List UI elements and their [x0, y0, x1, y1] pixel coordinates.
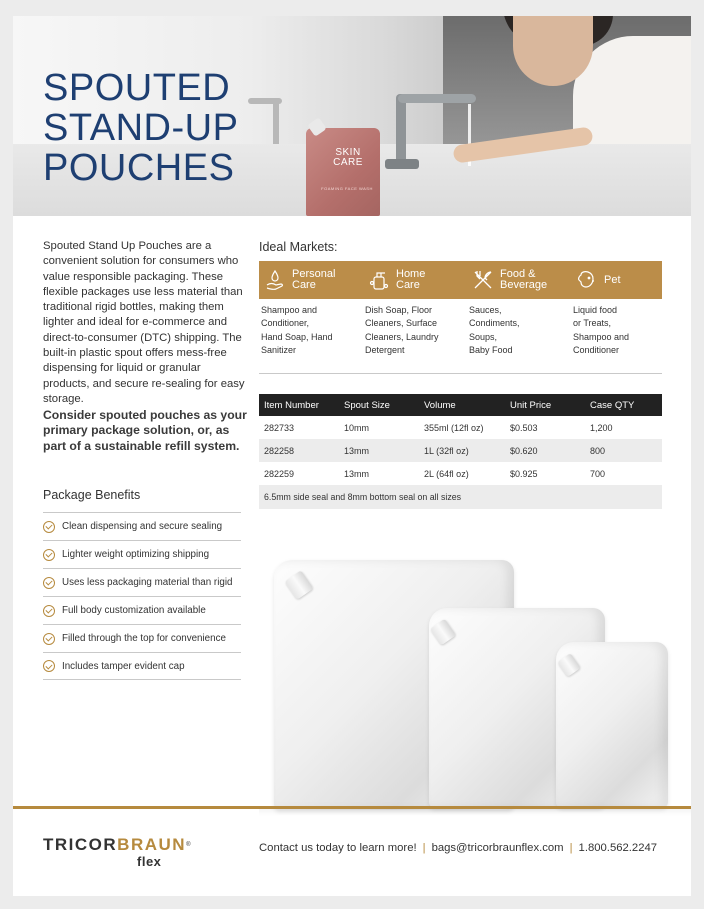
benefits-title: Package Benefits [43, 488, 141, 502]
benefit-item [43, 540, 241, 568]
market-desc-line: Detergent [365, 345, 405, 356]
market-desc-line: Soups, [469, 331, 498, 342]
product-pouches-image [259, 544, 691, 816]
market-description [259, 304, 363, 373]
checkmark-icon [43, 633, 55, 645]
hero-faucet-base [385, 159, 419, 169]
benefit-item [43, 568, 241, 596]
markets-descriptions [259, 304, 662, 374]
hero-faucet-neck [396, 94, 406, 164]
market-label-line: Food & [500, 268, 536, 280]
table-cell: 13mm [339, 439, 419, 462]
table-cell: $0.620 [505, 439, 585, 462]
hero-image [13, 16, 691, 216]
contact-separator: | [422, 842, 426, 854]
table-cell: 13mm [344, 468, 370, 479]
footer-divider [13, 806, 691, 809]
market-personal-care [259, 261, 363, 299]
market-description [467, 304, 571, 373]
table-cell: 800 [585, 439, 662, 462]
market-desc-line: Hand Soap, Hand [261, 331, 333, 342]
market-label-line: Beverage [500, 279, 548, 291]
page-title-line: STAND-UP [43, 107, 239, 149]
table-cell: 282259 [264, 468, 295, 479]
table-cell: 282258 [259, 439, 339, 462]
column-header: Case QTY [585, 394, 662, 416]
table-note-row [259, 485, 662, 509]
market-label [500, 269, 547, 291]
company-logo [43, 835, 192, 869]
contact-phone[interactable]: 1.800.562.2247 [578, 842, 658, 854]
intro-paragraph: Spouted Stand Up Pouches are a convenient solution for consumers who value responsible packaging. These flexible packages use less material than traditional rigid bottles, making them lighter and ideal for e-commerce and direct-to-consumer (DTC) shipping. The built-in plastic spout offers mess-free dispensing for liquid or granular products, and secure re-sealing for easy storage. [43, 240, 245, 405]
market-label-line: Care [396, 279, 420, 291]
benefit-item [43, 512, 241, 540]
fork-knife-icon [472, 269, 494, 291]
benefit-text: Clean dispensing and secure sealing [62, 521, 223, 532]
table-cell: 700 [590, 468, 606, 479]
soap-bottle-icon [368, 269, 390, 291]
product-table [259, 394, 662, 509]
hero-pouch-brand-line: CARE [333, 157, 363, 168]
table-header-row [259, 394, 662, 416]
markets-title: Ideal Markets: [259, 240, 338, 254]
market-label-line: Home [396, 268, 426, 280]
market-label-line: Personal [292, 268, 336, 280]
market-desc-line: Shampoo and [261, 305, 318, 315]
benefits-list [43, 512, 241, 680]
hero-pouch-brand [320, 148, 376, 168]
contact-lead: Contact us today to learn more! [259, 842, 417, 854]
market-desc-line: Baby Food [469, 345, 513, 356]
market-label [604, 275, 621, 286]
contact-line [259, 842, 657, 854]
logo-registered: ® [186, 842, 192, 848]
market-desc-line: Liquid food [573, 305, 618, 315]
table-cell: 282733 [264, 422, 295, 433]
market-desc-line: Sanitizer [261, 345, 297, 356]
benefit-text: Uses less packaging material than rigid [62, 577, 233, 588]
market-label-line: Care [292, 279, 316, 291]
benefit-item [43, 596, 241, 624]
market-desc-line: Shampoo and [573, 331, 630, 342]
callout-text: Consider spouted pouches as your primary package solution, or, as part of a sustainable refill system. [43, 408, 247, 453]
market-home-care [363, 261, 467, 299]
benefit-text: Includes tamper evident cap [62, 660, 185, 672]
market-desc-line: Dish Soap, Floor [365, 305, 433, 315]
market-label-line: Pet [604, 273, 621, 286]
contact-separator: | [569, 842, 573, 854]
benefit-item [43, 624, 241, 652]
dog-icon [576, 269, 598, 291]
logo-part2: BRAUN [117, 835, 187, 854]
table-cell: $0.925 [510, 468, 538, 479]
column-header: Item Number [259, 394, 339, 416]
market-pet [571, 261, 662, 299]
benefit-text: Filled through the top for convenience [62, 633, 226, 644]
table-cell: $0.503 [510, 422, 538, 433]
column-header: Spout Size [339, 394, 419, 416]
market-label [396, 269, 425, 291]
market-desc-line: Conditioner [573, 345, 620, 356]
table-cell: 1,200 [590, 422, 613, 433]
checkmark-icon [43, 660, 55, 672]
page-title-line: SPOUTED [43, 67, 231, 109]
market-desc-line: Cleaners, Surface [365, 318, 438, 329]
market-desc-line: or Treats, [573, 318, 612, 329]
page-title [43, 68, 238, 188]
table-cell: 355ml (12fl oz) [424, 422, 484, 433]
market-label [292, 269, 335, 291]
table-row [259, 462, 662, 485]
market-description [363, 304, 467, 373]
checkmark-icon [43, 521, 55, 533]
contact-email[interactable]: bags@tricorbraunflex.com [431, 842, 564, 854]
flyer-page [13, 16, 691, 896]
table-cell: 2L (64fl oz) [424, 468, 469, 479]
hero-pouch-brand-line: SKIN [335, 147, 361, 158]
hero-pouch-subtext: FOAMING FACE WASH [321, 186, 373, 191]
benefit-item [43, 652, 241, 680]
benefit-text: Full body customization available [62, 605, 206, 616]
checkmark-icon [43, 605, 55, 617]
market-desc-line: Sauces, [469, 305, 502, 315]
table-cell: 10mm [344, 422, 370, 433]
table-row [259, 416, 662, 439]
page-title-line: POUCHES [43, 147, 235, 189]
checkmark-icon [43, 549, 55, 561]
column-header: Volume [419, 394, 505, 416]
market-description [571, 304, 662, 373]
market-desc-line: Cleaners, Laundry [365, 331, 439, 342]
hero-faucet-arm [398, 94, 476, 103]
benefit-text: Lighter weight optimizing shipping [62, 549, 210, 560]
logo-sub: flex [137, 854, 162, 869]
market-food-beverage [467, 261, 571, 299]
hand-drop-icon [264, 269, 286, 291]
logo-wordmark [43, 836, 192, 854]
column-header: Unit Price [505, 394, 585, 416]
market-desc-line: Conditioner, [261, 318, 310, 329]
hero-pouch [306, 128, 380, 216]
logo-part1: TRICOR [43, 835, 118, 854]
markets-header-bar [259, 261, 662, 299]
checkmark-icon [43, 577, 55, 589]
table-cell: 1L (32fl oz) [419, 439, 505, 462]
market-desc-line: Condiments, [469, 318, 520, 329]
table-row [259, 439, 662, 462]
table-note: 6.5mm side seal and 8mm bottom seal on all sizes [259, 485, 662, 509]
